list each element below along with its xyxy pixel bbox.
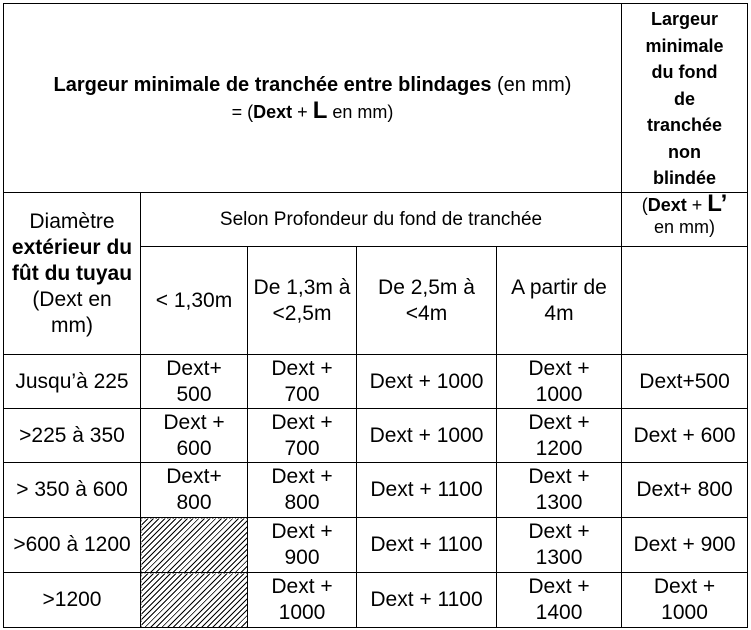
cell-line: 800 bbox=[284, 491, 320, 514]
cell-line: Dext + bbox=[528, 520, 590, 543]
cell-line: Dext + bbox=[528, 465, 590, 488]
cell-line: Dext+ bbox=[166, 465, 222, 488]
main-title-cell bbox=[4, 4, 622, 193]
depth-col-3 bbox=[357, 247, 497, 355]
cell bbox=[497, 355, 622, 409]
diameter-header-line: mm) bbox=[51, 313, 93, 337]
cell bbox=[622, 518, 748, 573]
cell-line: Dext + 1100 bbox=[370, 478, 483, 501]
right-title-line: de bbox=[674, 88, 696, 109]
diameter-header-line: extérieur du bbox=[11, 235, 133, 259]
cell bbox=[622, 573, 748, 628]
diameter-header-line: (Dext en bbox=[32, 287, 112, 311]
cell-line: Dext + bbox=[528, 356, 590, 380]
right-title-line: blindée bbox=[653, 168, 717, 188]
hatched-cell bbox=[141, 518, 248, 573]
cell bbox=[622, 463, 748, 518]
cell bbox=[248, 573, 357, 628]
cell-line: Dext + 600 bbox=[633, 423, 736, 447]
cell bbox=[357, 463, 497, 518]
row-diameter: > 350 à 600 bbox=[4, 463, 141, 518]
cell bbox=[357, 409, 497, 463]
depth-col-4 bbox=[497, 247, 622, 355]
trench-width-table bbox=[3, 3, 748, 628]
cell-line: Dext+500 bbox=[639, 369, 730, 393]
cell-line: Dext + 900 bbox=[633, 533, 736, 556]
depth-col-2 bbox=[248, 247, 357, 355]
right-formula-prefix: ( bbox=[641, 195, 648, 215]
cell-line: Dext + 1100 bbox=[370, 588, 483, 611]
cell-line: Dext + 1000 bbox=[369, 423, 484, 447]
cell-line: 1000 bbox=[661, 601, 708, 624]
cell-line: 600 bbox=[176, 436, 212, 460]
cell-line: 800 bbox=[176, 491, 212, 514]
main-title: Largeur minimale de tranchée entre blindages bbox=[53, 73, 492, 96]
depth-col-1 bbox=[141, 247, 248, 355]
right-formula-plus: + bbox=[686, 195, 708, 215]
cell bbox=[141, 463, 248, 518]
hatched-cell bbox=[141, 573, 248, 628]
cell bbox=[357, 355, 497, 409]
cell bbox=[497, 518, 622, 573]
depth-col-line: <4m bbox=[405, 301, 448, 325]
depth-col-line: A partir de bbox=[511, 275, 607, 299]
diameter-header-line: fût du tuyau bbox=[11, 261, 133, 285]
right-formula-dext: Dext bbox=[647, 195, 687, 215]
cell bbox=[497, 409, 622, 463]
cell bbox=[622, 409, 748, 463]
cell-line: Dext + 1100 bbox=[370, 533, 483, 556]
right-title-line: tranchée bbox=[647, 115, 723, 135]
diameter-header bbox=[4, 193, 141, 355]
right-title-line: du fond bbox=[651, 62, 718, 82]
main-title-unit: (en mm) bbox=[491, 73, 572, 96]
right-formula-l: L’ bbox=[707, 192, 728, 217]
right-formula-suffix: en mm) bbox=[654, 217, 716, 237]
cell bbox=[248, 355, 357, 409]
right-title-line: non bbox=[668, 141, 702, 162]
cell bbox=[497, 463, 622, 518]
diameter-header-line: Diamètre bbox=[29, 209, 115, 233]
table-row bbox=[4, 409, 748, 463]
formula-dext: Dext bbox=[253, 101, 293, 122]
cell-line: 1000 bbox=[535, 382, 583, 406]
row-diameter: Jusqu’à 225 bbox=[4, 355, 141, 409]
depth-col-line: 4m bbox=[544, 301, 574, 325]
cell-line: Dext+ 800 bbox=[636, 478, 733, 501]
table-row bbox=[4, 355, 748, 409]
cell bbox=[248, 409, 357, 463]
cell-line: Dext + bbox=[271, 356, 333, 380]
table-row bbox=[4, 518, 748, 573]
depth-header: Selon Profondeur du fond de tranchée bbox=[141, 193, 622, 247]
cell-line: 1300 bbox=[535, 546, 583, 569]
table-row bbox=[4, 463, 748, 518]
cell-line: 700 bbox=[284, 382, 320, 406]
right-empty-cell bbox=[622, 247, 748, 355]
formula-plus: + bbox=[292, 101, 313, 122]
row-diameter: >1200 bbox=[4, 573, 141, 628]
row-diameter: >225 à 350 bbox=[4, 409, 141, 463]
table-row bbox=[4, 573, 748, 628]
formula-suffix: en mm) bbox=[327, 101, 394, 122]
depth-col-line: <2,5m bbox=[272, 301, 332, 325]
cell-line: 1000 bbox=[278, 601, 326, 624]
right-title-line: Largeur bbox=[651, 9, 719, 29]
cell-line: 700 bbox=[284, 436, 320, 460]
cell-line: 500 bbox=[176, 382, 212, 406]
right-column-title bbox=[622, 4, 748, 193]
depth-col-line: De 2,5m à bbox=[378, 275, 475, 299]
cell bbox=[357, 573, 497, 628]
cell bbox=[248, 518, 357, 573]
cell-line: Dext + bbox=[528, 575, 590, 598]
formula-prefix: = ( bbox=[231, 101, 254, 122]
cell-line: 1400 bbox=[535, 601, 583, 624]
cell-line: Dext + bbox=[163, 410, 225, 434]
cell-line: Dext + 1000 bbox=[369, 369, 484, 393]
depth-col-line: De 1,3m à bbox=[253, 275, 351, 299]
cell bbox=[141, 355, 248, 409]
cell-line: Dext + bbox=[271, 520, 333, 543]
cell-line: Dext + bbox=[271, 465, 333, 488]
right-title-line: minimale bbox=[645, 35, 724, 56]
cell-line: 1300 bbox=[535, 491, 583, 514]
cell bbox=[357, 518, 497, 573]
cell bbox=[141, 409, 248, 463]
cell-line: Dext + bbox=[653, 575, 716, 598]
cell bbox=[248, 463, 357, 518]
cell-line: Dext + bbox=[528, 410, 590, 434]
formula-l: L bbox=[312, 96, 328, 124]
cell-line: Dext+ bbox=[166, 356, 222, 380]
cell-line: Dext + bbox=[271, 575, 333, 598]
depth-col-line: < 1,30m bbox=[155, 288, 233, 312]
cell-line: Dext + bbox=[271, 410, 333, 434]
cell bbox=[497, 573, 622, 628]
row-diameter: >600 à 1200 bbox=[4, 518, 141, 573]
right-column-formula bbox=[622, 193, 748, 247]
cell-line: 1200 bbox=[535, 436, 583, 460]
cell-line: 900 bbox=[284, 546, 320, 569]
cell bbox=[622, 355, 748, 409]
